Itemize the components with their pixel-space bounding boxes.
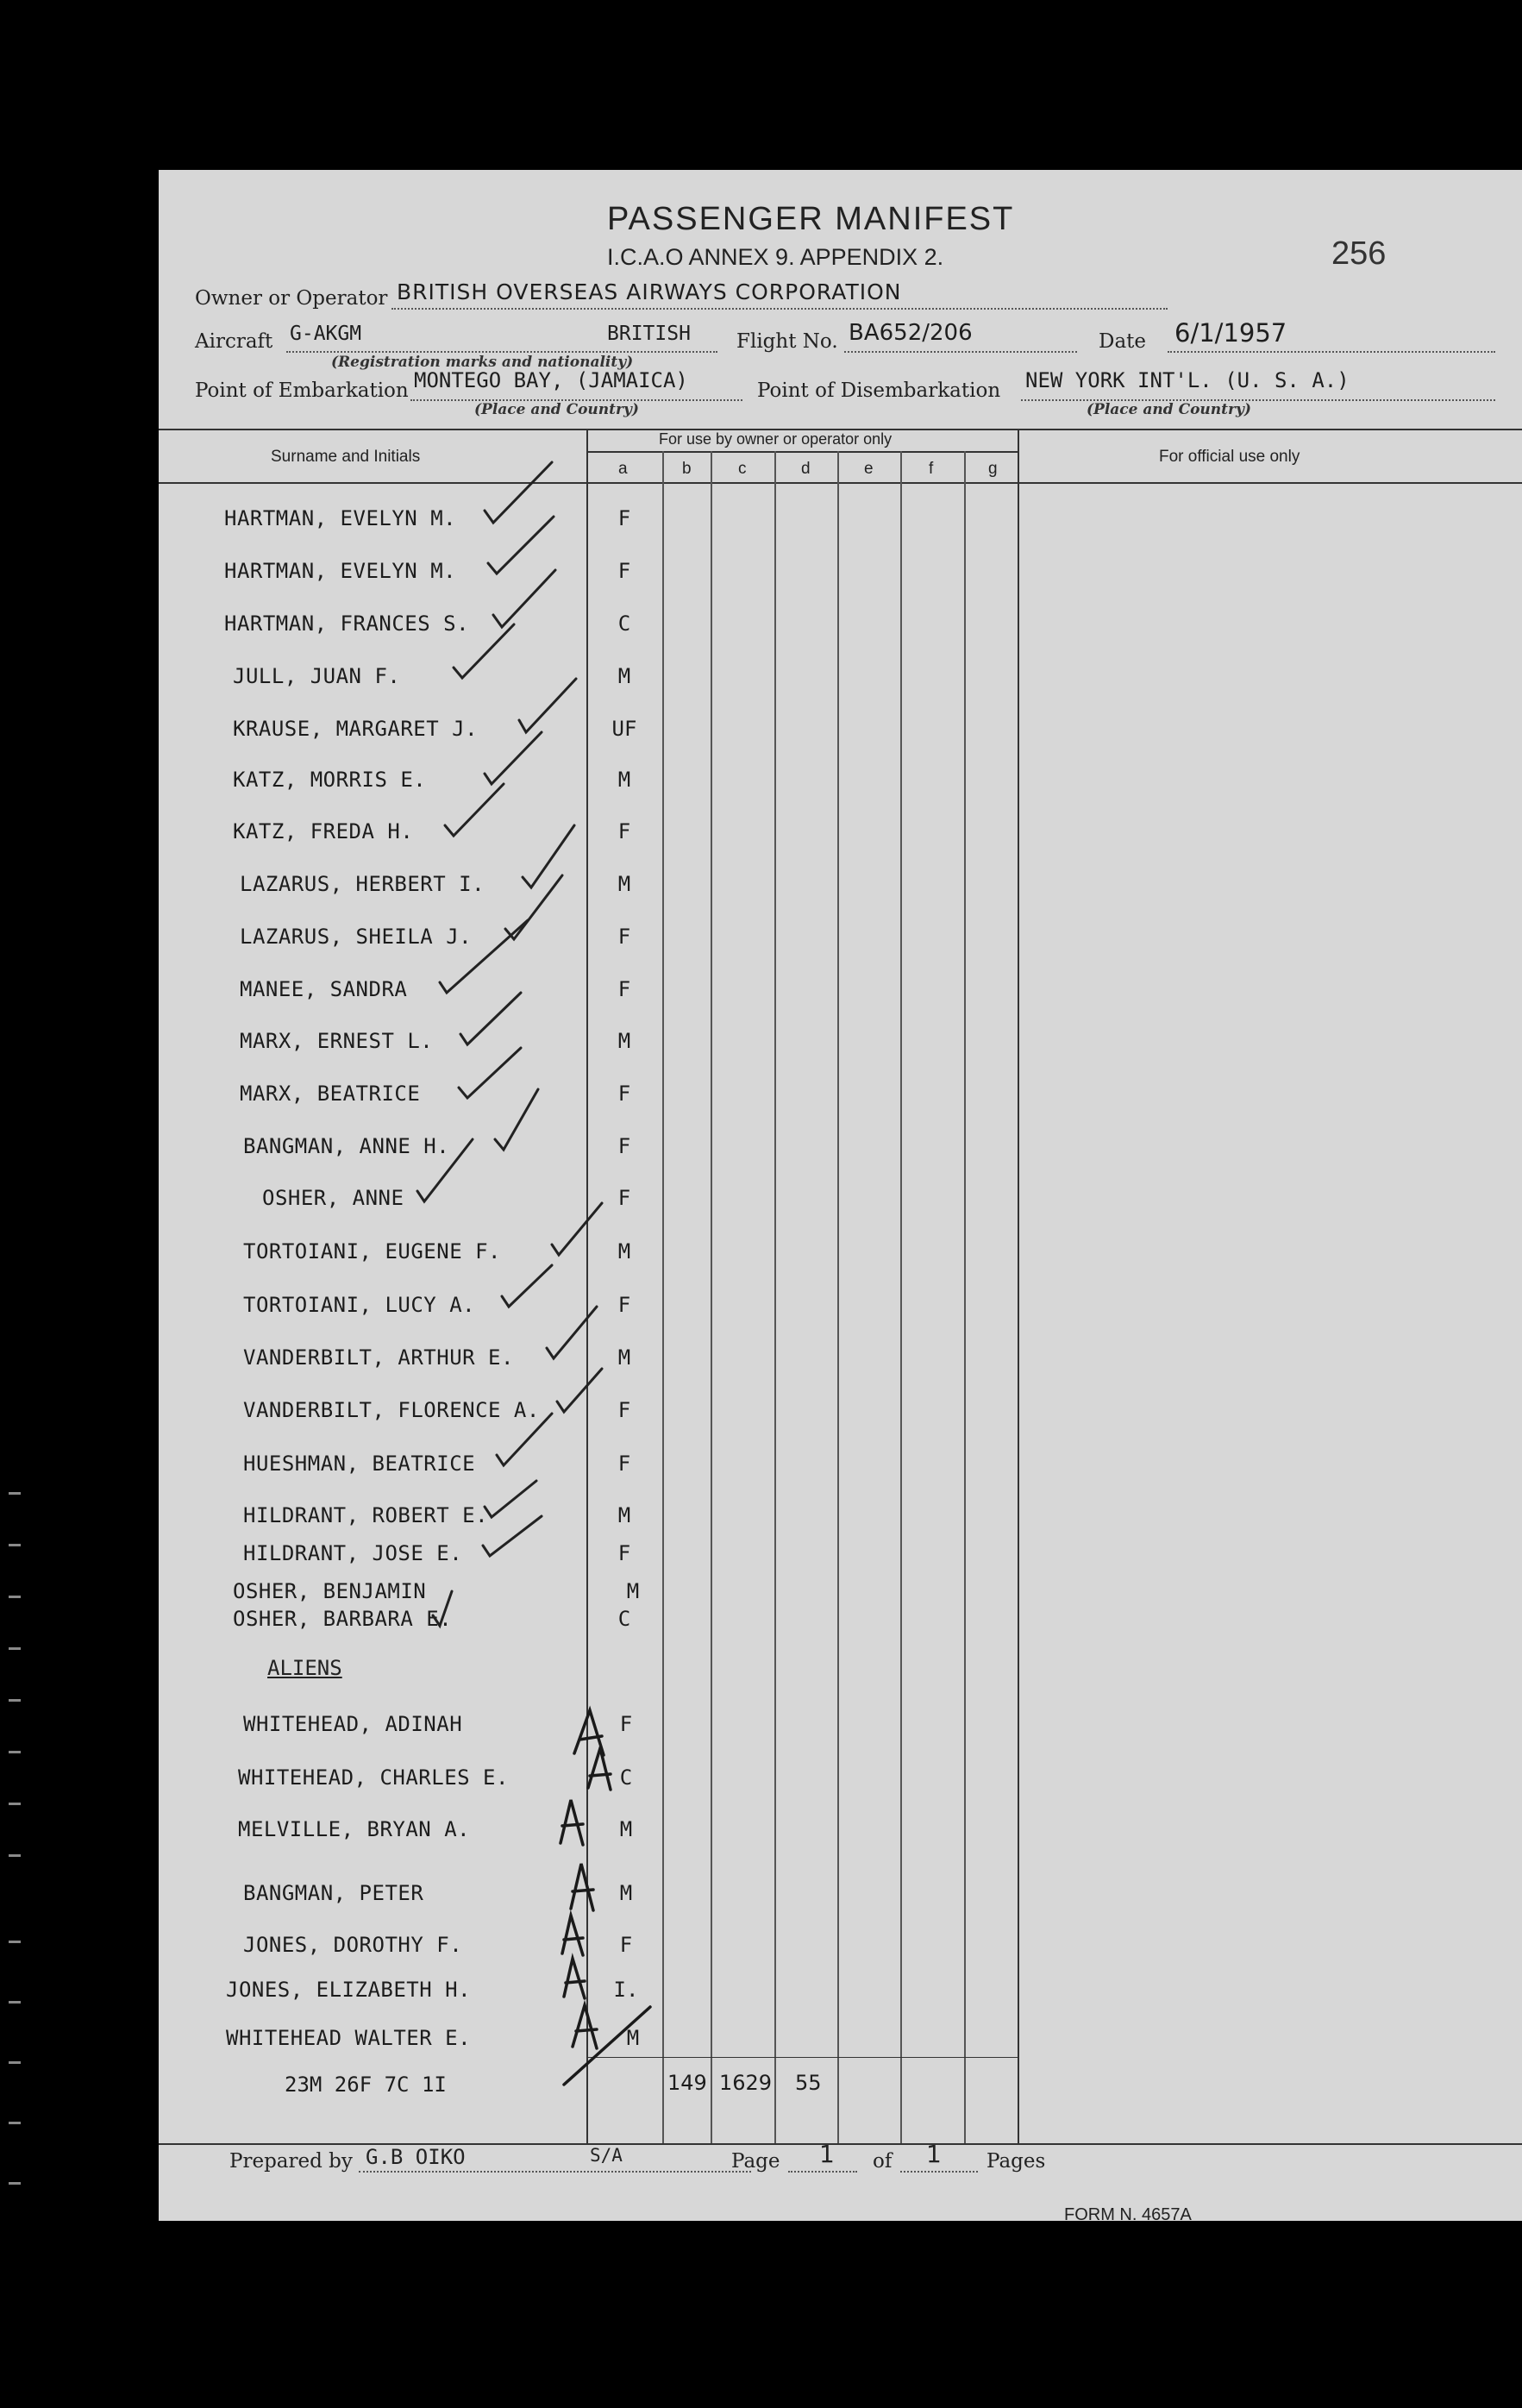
check-mark [557, 1369, 602, 1412]
disembarkation-value: NEW YORK INT'L. (U. S. A.) [1025, 368, 1350, 392]
passenger-code: F [617, 819, 631, 843]
prepared-by-suffix: S/A [590, 2145, 623, 2166]
flight-label: Flight No. [736, 330, 838, 353]
alien-code: F [619, 1712, 633, 1736]
total-col-b: 149 [667, 2071, 707, 2095]
passenger-name: TORTOIANI, LUCY A. [243, 1293, 476, 1317]
passenger-code: M [617, 664, 631, 688]
check-mark [523, 825, 574, 887]
of-label: of [873, 2150, 893, 2173]
check-mark [483, 1516, 542, 1556]
registration-note: (Registration marks and nationality) [331, 354, 634, 371]
passenger-name: TORTOIANI, EUGENE F. [243, 1239, 501, 1264]
passenger-code: C [617, 1607, 631, 1631]
passenger-code: F [617, 1134, 631, 1158]
alien-name: MELVILLE, BRYAN A. [238, 1817, 471, 1841]
alien-a-mark [564, 1959, 585, 1998]
page-total: 1 [926, 2140, 942, 2168]
aircraft-label: Aircraft [195, 330, 273, 353]
check-mark [454, 624, 514, 678]
owner-value: BRITISH OVERSEAS AIRWAYS CORPORATION [397, 279, 902, 304]
alien-code: M [619, 1881, 633, 1905]
aliens-heading: ALIENS [267, 1656, 342, 1680]
alien-a-mark [562, 1916, 583, 1955]
passenger-name: OSHER, ANNE [262, 1186, 404, 1210]
passenger-code: M [617, 1503, 631, 1527]
passenger-name: HARTMAN, EVELYN M. [224, 559, 457, 583]
alien-name: JONES, DOROTHY F. [243, 1933, 463, 1957]
passenger-code: M [617, 1029, 631, 1053]
passenger-code: F [617, 506, 631, 530]
passenger-code: C [617, 611, 631, 636]
passenger-name: HILDRANT, JOSE E. [243, 1541, 463, 1565]
alien-code: M [626, 2026, 640, 2050]
manifest-sheet [159, 170, 1522, 2224]
passenger-code: F [617, 1293, 631, 1317]
passenger-code: F [617, 1452, 631, 1476]
disembarkation-place-note: (Place and Country) [1087, 401, 1251, 418]
form-code: FORM N. 4657A [1064, 2205, 1192, 2224]
passenger-name: OSHER, BENJAMIN [233, 1579, 427, 1603]
col-header-b: b [682, 460, 692, 478]
passenger-name: HARTMAN, FRANCES S. [224, 611, 470, 636]
col-header-a: a [618, 460, 628, 478]
passenger-name: LAZARUS, SHEILA J. [240, 925, 473, 949]
alien-a-mark [571, 1864, 593, 1910]
alien-name: BANGMAN, PETER [243, 1881, 424, 1905]
of-underline [900, 2171, 978, 2173]
prepared-by-value: G.B OIKO [366, 2145, 466, 2169]
check-mark [440, 920, 528, 993]
passenger-code: F [617, 1082, 631, 1106]
passenger-name: KATZ, MORRIS E. [233, 768, 427, 792]
passenger-name: MANEE, SANDRA [240, 977, 408, 1001]
passenger-code: M [617, 768, 631, 792]
flight-value: BA652/206 [849, 320, 973, 346]
passenger-name: HARTMAN, EVELYN M. [224, 506, 457, 530]
passenger-code: M [617, 1239, 631, 1264]
passenger-name: KRAUSE, MARGARET J. [233, 717, 479, 741]
passenger-name: MARX, ERNEST L. [240, 1029, 434, 1053]
check-mark [502, 1265, 552, 1307]
check-mark [433, 1591, 452, 1626]
pages-label: Pages [986, 2150, 1046, 2173]
alien-code: C [619, 1765, 633, 1790]
alien-name: JONES, ELIZABETH H. [226, 1978, 472, 2002]
page-underline [788, 2171, 857, 2173]
passenger-name: HILDRANT, ROBERT E. [243, 1503, 489, 1527]
alien-a-mark [561, 1800, 583, 1845]
passenger-name: HUESHMAN, BEATRICE [243, 1452, 476, 1476]
check-mark [485, 1481, 536, 1517]
check-mark [519, 679, 576, 732]
aircraft-value: G-AKGM [290, 323, 362, 345]
alien-code: M [619, 1817, 633, 1841]
embarkation-place-note: (Place and Country) [474, 401, 639, 418]
passenger-code: F [617, 925, 631, 949]
check-mark [495, 1089, 538, 1150]
passenger-name: LAZARUS, HERBERT I. [240, 872, 485, 896]
passenger-code: F [617, 559, 631, 583]
alien-slash-mark [564, 2007, 650, 2085]
col-header-f: f [929, 460, 934, 478]
passenger-name: VANDERBILT, FLORENCE A. [243, 1398, 540, 1422]
alien-code: I. [613, 1978, 639, 2002]
passenger-name: BANGMAN, ANNE H. [243, 1134, 450, 1158]
check-mark [460, 993, 521, 1044]
disembarkation-label: Point of Disembarkation [757, 379, 1001, 402]
passenger-code: M [617, 1345, 631, 1370]
passenger-code: F [617, 1398, 631, 1422]
operator-header: For use by owner or operator only [659, 430, 893, 448]
passenger-name: OSHER, BARBARA E. [233, 1607, 453, 1631]
page-label: Page [731, 2150, 780, 2173]
alien-a-mark [588, 1748, 611, 1790]
col-header-d: d [801, 460, 811, 478]
check-mark [552, 1203, 602, 1255]
check-mark [497, 1414, 552, 1465]
passenger-name: VANDERBILT, ARTHUR E. [243, 1345, 514, 1370]
page-number: 1 [819, 2140, 835, 2168]
check-mark [488, 517, 554, 574]
passenger-code: F [617, 1541, 631, 1565]
passenger-code: M [617, 872, 631, 896]
document-title: PASSENGER MANIFEST [607, 201, 1015, 237]
prepared-underline [359, 2171, 751, 2173]
passenger-name: JULL, JUAN F. [233, 664, 401, 688]
col-header-e: e [864, 460, 874, 478]
passenger-code: M [626, 1579, 640, 1603]
nationality-value: BRITISH [607, 323, 691, 345]
passenger-code: F [617, 977, 631, 1001]
col-header-c: c [738, 460, 747, 478]
totals-summary: 23M 26F 7C 1I [285, 2073, 447, 2097]
prepared-by-label: Prepared by [229, 2150, 353, 2173]
check-mark [493, 570, 555, 627]
page-stamp-number: 256 [1331, 235, 1387, 272]
check-mark [417, 1139, 473, 1201]
handwritten-marks [159, 170, 1522, 2221]
surname-header: Surname and Initials [271, 448, 421, 466]
alien-name: WHITEHEAD, CHARLES E. [238, 1765, 509, 1790]
passenger-code: UF [611, 717, 637, 741]
total-col-d: 55 [795, 2071, 822, 2095]
embarkation-label: Point of Embarkation [195, 379, 409, 402]
official-header: For official use only [1159, 448, 1300, 466]
check-mark [547, 1307, 597, 1358]
passenger-code: F [617, 1186, 631, 1210]
total-col-c: 1629 [719, 2071, 773, 2095]
alien-a-mark [573, 2005, 597, 2048]
alien-code: F [619, 1933, 633, 1957]
date-value: 6/1/1957 [1174, 318, 1287, 348]
col-header-g: g [988, 460, 998, 478]
passenger-name: MARX, BEATRICE [240, 1082, 421, 1106]
owner-label: Owner or Operator [195, 287, 388, 310]
embarkation-value: MONTEGO BAY, (JAMAICA) [414, 368, 688, 392]
passenger-name: KATZ, FREDA H. [233, 819, 414, 843]
alien-name: WHITEHEAD, ADINAH [243, 1712, 463, 1736]
document-subtitle: I.C.A.O ANNEX 9. APPENDIX 2. [607, 244, 944, 270]
check-mark [445, 784, 504, 836]
check-mark [459, 1048, 521, 1098]
date-label: Date [1099, 330, 1147, 353]
check-mark [485, 462, 552, 523]
check-mark [485, 732, 542, 784]
alien-name: WHITEHEAD WALTER E. [226, 2026, 472, 2050]
